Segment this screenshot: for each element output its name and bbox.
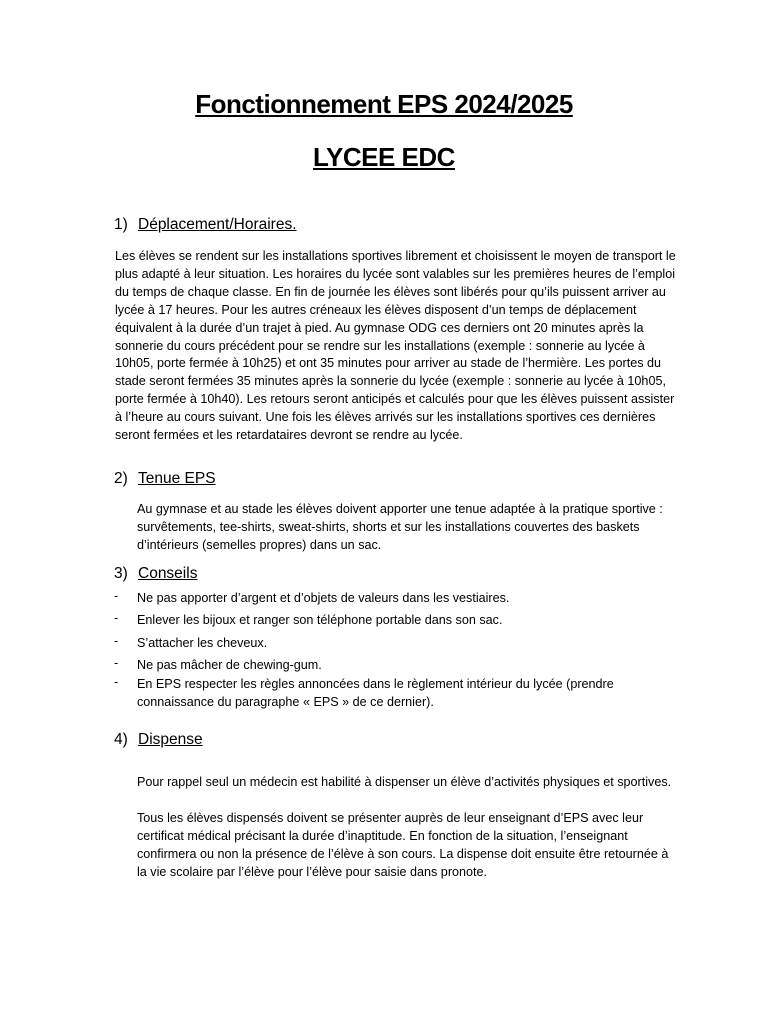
section-heading-tenue xyxy=(114,470,216,488)
list-item xyxy=(114,657,677,675)
section-heading-deplacement xyxy=(114,216,297,234)
section-paragraph-dispense-procedure: Tous les élèves dispensés doivent se présenter auprès de leur enseignant d’EPS avec leur certificat médical précisant la durée d’inaptitude. En fonction de la situation, l’enseignant confirmera ou non la présence de l’élève à son cours. La dispense doit ensuite être retournée à la vie scolaire par l’élève pour l’élève pour saisie dans pronote. xyxy=(137,811,669,879)
bullet-marker: - xyxy=(114,675,119,689)
list-item xyxy=(114,635,677,653)
list-item-text: Ne pas apporter d’argent et d’objets de valeurs dans les vestiaires. xyxy=(137,591,510,605)
section-paragraph-dispense-rappel: Pour rappel seul un médecin est habilité à dispenser un élève d’activités physiques et sportives. xyxy=(137,775,672,789)
bullet-marker: - xyxy=(114,611,119,625)
list-item-text: Enlever les bijoux et ranger son téléphone portable dans son sac. xyxy=(137,613,503,627)
list-item-text: Ne pas mâcher de chewing-gum. xyxy=(137,658,322,672)
bullet-marker: - xyxy=(114,634,119,648)
section-number: 2) xyxy=(114,470,128,487)
list-item xyxy=(114,676,677,712)
list-item xyxy=(114,590,677,608)
section-heading-text: Conseils xyxy=(138,565,198,582)
section-heading-dispense xyxy=(114,731,203,749)
list-item-text: En EPS respecter les règles annoncées dans le règlement intérieur du lycée (prendre connaissance du paragraphe « EPS » de ce dernier). xyxy=(137,677,614,709)
section-paragraph-tenue: Au gymnase et au stade les élèves doivent apporter une tenue adaptée à la pratique sportive : survêtements, tee-shirts, sweat-shirts, shorts et sur les installations couvertes des baskets d’intérieurs (semelles propres) dans un sac. xyxy=(137,502,663,552)
bullet-marker: - xyxy=(114,656,119,670)
bullet-marker: - xyxy=(114,589,119,603)
section-number: 1) xyxy=(114,216,128,233)
document-title: Fonctionnement EPS 2024/2025 xyxy=(195,89,573,119)
section-number: 3) xyxy=(114,565,128,582)
document-subtitle: LYCEE EDC xyxy=(313,142,455,172)
list-item xyxy=(114,612,677,630)
section-heading-conseils xyxy=(114,565,197,583)
section-heading-text: Dispense xyxy=(138,731,203,748)
section-paragraph-deplacement: Les élèves se rendent sur les installations sportives librement et choisissent le moyen de transport le plus adapté à leur situation. Les horaires du lycée sont valables sur les premières heures de l’emploi du temps de chaque classe. En fin de journée les élèves sont libérés pour qu’ils puissent arriver au lycée à 17 heures. Pour les autres créneaux les élèves disposent d’un temps de déplacement équivalent à la durée d’un trajet à pied. Au gymnase ODG ces derniers ont 20 minutes après la sonnerie du cours précédent pour se rendre sur les installations (exemple : sonnerie au lycée à 10h05, porte fermée à 10h25) et ont 35 minutes pour arriver au stade de l’hermière. Les portes du stade seront fermées 35 minutes après la sonnerie du lycée (exemple : sonnerie au lycée à 10h05, porte fermée à 10h40). Les retours seront anticipés et calculés pour que les élèves puissent assister à l’heure au cours suivant. Une fois les élèves arrivés sur les installations sportives ces dernières seront fermées et les retardataires devront se rendre au lycée. xyxy=(115,249,676,443)
section-number: 4) xyxy=(114,731,128,748)
section-heading-text: Tenue EPS xyxy=(138,470,216,487)
section-heading-text: Déplacement/Horaires. xyxy=(138,216,297,233)
list-item-text: S’attacher les cheveux. xyxy=(137,636,268,650)
